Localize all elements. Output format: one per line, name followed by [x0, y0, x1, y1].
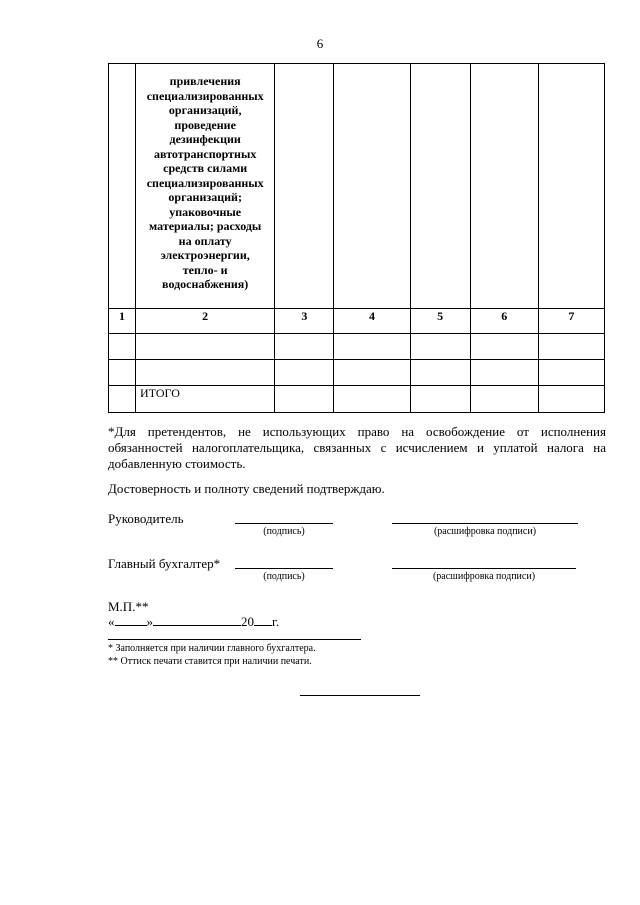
table-cell: [275, 334, 334, 360]
table-cell: [470, 64, 538, 309]
table-cell: [334, 64, 410, 309]
table-cell: [410, 64, 470, 309]
table-cell: [275, 386, 334, 413]
table-cell: [470, 360, 538, 386]
description-line: специализированных: [146, 88, 264, 103]
table-cell: [275, 360, 334, 386]
description-line: организаций;: [168, 190, 242, 204]
footnote-accountant: * Заполняется при наличии главного бухгалтера.: [108, 643, 316, 654]
description-line: упаковочные: [169, 204, 242, 219]
column-number: 2: [136, 309, 275, 334]
table-cell: [275, 64, 334, 309]
description-line: тепло- и: [182, 262, 228, 277]
column-numbers-row: [109, 309, 605, 334]
description-line: материалы; расходы: [149, 219, 262, 233]
date-close-quote: »: [146, 614, 153, 629]
end-rule: [300, 695, 420, 696]
head-signature-caption: (подпись): [263, 526, 305, 537]
column-number: 5: [410, 309, 470, 334]
year-suffix: г.: [272, 614, 280, 629]
description-line: привлечения: [169, 74, 241, 88]
day-blank: [115, 614, 147, 626]
page-number: 6: [316, 36, 324, 51]
head-decryption-caption: (расшифровка подписи): [433, 526, 537, 537]
stamp-placeholder: М.П.**: [108, 599, 149, 614]
confirmation-statement: Достоверность и полноту сведений подтверждаю.: [108, 481, 385, 496]
description-line: дезинфекции: [169, 132, 241, 146]
description-line: средств силами: [163, 161, 248, 175]
table-cell: [334, 386, 410, 413]
table-cell: [136, 334, 275, 360]
table-cell: [410, 386, 470, 413]
table-cell: [410, 334, 470, 360]
vat-footnote-paragraph: *Для претендентов, не использующих право на освобождение от исполнения обязанностей налогоплательщика, связанных с исчислением и уплатой налога на добавленную стоимость.: [108, 424, 606, 471]
month-blank: [153, 614, 241, 626]
table-cell: [410, 360, 470, 386]
table-cell: [538, 334, 604, 360]
accountant-signature-caption: (подпись): [263, 571, 305, 582]
head-decryption-line: [392, 523, 578, 524]
date-open-quote: «: [108, 614, 115, 629]
table-cell: [109, 334, 136, 360]
description-line: проведение: [174, 117, 236, 132]
table-cell: [334, 334, 410, 360]
accountant-decryption-caption: (расшифровка подписи): [432, 571, 536, 582]
year-blank: [254, 614, 272, 626]
column-number: 6: [470, 309, 538, 334]
description-line: организаций,: [168, 103, 242, 117]
footnote-stamp: ** Оттиск печати ставится при наличии печати.: [108, 656, 312, 667]
table-cell: [136, 360, 275, 386]
table-row: [109, 360, 605, 386]
total-row: [109, 386, 605, 413]
table-cell: [470, 334, 538, 360]
table-cell: [538, 360, 604, 386]
expenses-table: [108, 63, 605, 413]
notes-separator: [108, 639, 361, 640]
head-label: Руководитель: [108, 511, 184, 526]
accountant-signature-line: [235, 568, 333, 569]
table-cell: [334, 360, 410, 386]
head-signature-line: [235, 523, 333, 524]
table-cell: [109, 386, 136, 413]
accountant-decryption-line: [392, 568, 576, 569]
expense-description-cell: [136, 64, 275, 309]
table-cell: [538, 64, 604, 309]
table-continuation-row: [109, 64, 605, 309]
year-prefix: 20: [241, 614, 254, 629]
table-cell: [538, 386, 604, 413]
description-line: на оплату: [178, 233, 232, 248]
column-number: 4: [334, 309, 410, 334]
description-line: электроэнергии,: [160, 248, 250, 262]
table-cell: [470, 386, 538, 413]
description-line: специализированных: [146, 175, 264, 190]
column-number: 1: [109, 309, 136, 334]
description-line: водоснабжения): [162, 277, 249, 291]
table-cell: [109, 64, 136, 309]
column-number: 7: [538, 309, 604, 334]
table-cell: [109, 360, 136, 386]
column-number: 3: [275, 309, 334, 334]
date-line: [108, 614, 279, 630]
description-line: автотранспортных: [154, 146, 257, 161]
chief-accountant-label: Главный бухгалтер*: [108, 556, 221, 571]
table-row: [109, 334, 605, 360]
total-label: ИТОГО: [136, 386, 275, 413]
